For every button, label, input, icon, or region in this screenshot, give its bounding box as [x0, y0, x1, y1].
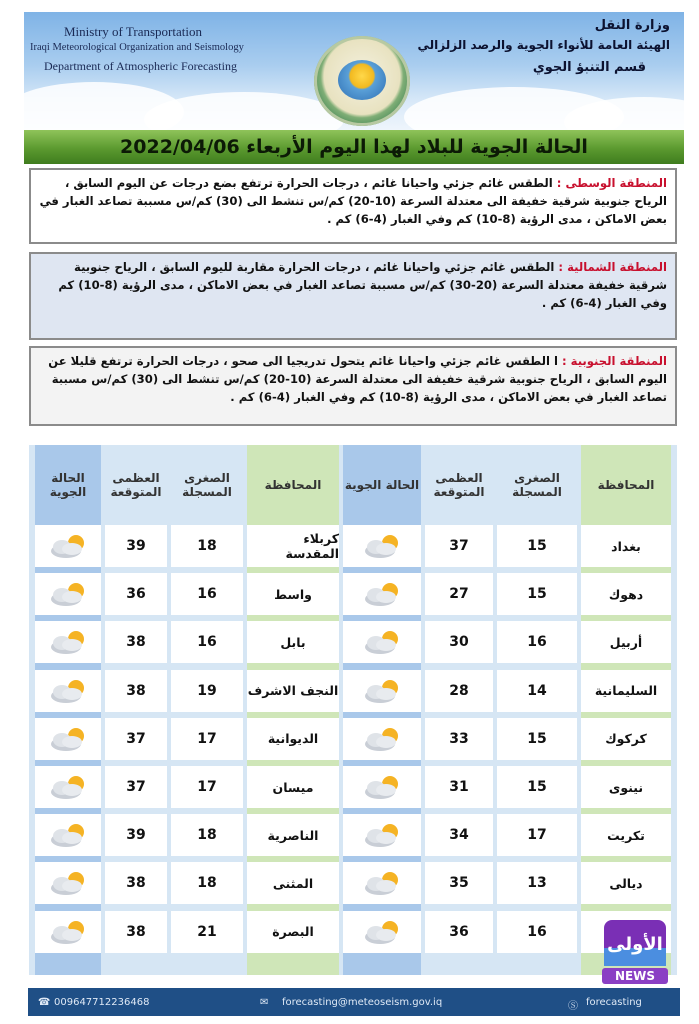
partly-cloudy-icon [46, 869, 90, 897]
header-min: الصغرى المسجلة [182, 471, 232, 499]
header-min: الصغرى المسجلة [512, 471, 562, 499]
region-central [29, 168, 677, 244]
region-name: المنطقة الجنوبية : [561, 354, 667, 368]
max-temp-cell: 38 [105, 670, 167, 712]
max-temp-cell: 39 [105, 814, 167, 856]
header-state: الحالة الجوية [344, 478, 420, 492]
max-temp-cell: 38 [105, 862, 167, 904]
province-cell: نينوى [581, 766, 671, 808]
max-temp-cell: 30 [425, 621, 493, 663]
header-max: العظمى المتوقعة [110, 471, 162, 499]
header-province: المحافظة [597, 478, 655, 492]
phone-number: 009647712236468 [54, 997, 150, 1008]
max-temp-cell: 35 [425, 862, 493, 904]
region-south [29, 346, 677, 426]
min-temp-cell: 15 [497, 573, 577, 615]
province-cell: بابل [247, 621, 339, 663]
min-temp-cell: 16 [497, 621, 577, 663]
weather-state-cell [343, 911, 421, 953]
province-cell: البصرة [247, 911, 339, 953]
weather-state-cell [343, 670, 421, 712]
max-temp-cell: 31 [425, 766, 493, 808]
partly-cloudy-icon [360, 628, 404, 656]
min-temp-cell: 17 [497, 814, 577, 856]
province-cell: المثنى [247, 862, 339, 904]
weather-state-cell [35, 525, 101, 567]
watermark-sub: NEWS [614, 969, 656, 983]
province-cell: الديوانية [247, 718, 339, 760]
region-text: ا الطقس غائم جزئي واحيانا غائم يتحول تدريجيا الى صحو ، درجات الحرارة ترتفع قليلا عن اليوم السابق ، الرياح جنوبية شرقية خفيفة الى معتدلة السرعة (10-20) كم/س تنشط الى (30) كم/س مسببة تصاعد الغبار في بعض الاماكن ، مدى الرؤية (8-10) كم وفي الغبار (4-6) كم . [48, 354, 667, 404]
min-temp-cell: 16 [171, 573, 243, 615]
contact-footer [28, 988, 680, 1016]
min-temp-cell: 17 [171, 766, 243, 808]
min-temp-cell: 19 [171, 670, 243, 712]
min-temp-cell: 14 [497, 670, 577, 712]
province-cell: تكريت [581, 814, 671, 856]
department-en: Department of Atmospheric Forecasting [44, 59, 237, 73]
province-cell: كربلاء المقدسة [247, 525, 339, 567]
max-temp-cell: 39 [105, 525, 167, 567]
min-temp-cell: 21 [171, 911, 243, 953]
weather-state-cell [343, 862, 421, 904]
header-province: المحافظة [264, 478, 322, 492]
email-address: forecasting@meteoseism.gov.iq [282, 997, 443, 1008]
province-cell: السليمانية [581, 670, 671, 712]
phone-icon: ☎ [38, 997, 51, 1008]
province-cell: الناصرية [247, 814, 339, 856]
page-title: الحالة الجوية للبلاد لهذا اليوم الأربعاء 2022/04/06 [120, 136, 588, 158]
organization-logo [314, 36, 410, 126]
news-watermark-logo [598, 918, 672, 986]
province-cell: ديالى [581, 862, 671, 904]
province-cell: دهوك [581, 573, 671, 615]
partly-cloudy-icon [360, 677, 404, 705]
min-temp-cell: 18 [171, 525, 243, 567]
partly-cloudy-icon [360, 773, 404, 801]
weather-state-cell [35, 670, 101, 712]
province-cell: النجف الاشرف [247, 670, 339, 712]
weather-state-cell [35, 862, 101, 904]
weather-state-cell [343, 814, 421, 856]
province-cell: بغداد [581, 525, 671, 567]
region-name: المنطقة الوسطى : [556, 176, 667, 190]
max-temp-cell: 27 [425, 573, 493, 615]
province-cell: كركوك [581, 718, 671, 760]
region-north [29, 252, 677, 340]
weather-state-cell [35, 911, 101, 953]
min-temp-cell: 18 [171, 814, 243, 856]
watermark-text: الأولى [607, 934, 663, 955]
weather-state-cell [343, 525, 421, 567]
region-text: الطقس غائم جزئي واحيانا غائم ، درجات الحرارة ترتفع بضع درجات عن اليوم السابق ، الرياح جنوبية شرقية خفيفة الى معتدلة السرعة (10-20) كم/س تنشط الى (30) كم/س مسببة تصاعد الغبار في بعض الاماكن ، مدى الرؤية (8-10) كم وفي الغبار (4-6) كم . [39, 176, 667, 226]
weather-state-cell [343, 718, 421, 760]
region-text: الطقس غائم جزئي واحيانا غائم ، درجات الحرارة مقاربة لليوم السابق ، الرياح جنوبية شرقية خفيفة معتدلة السرعة (20-30) كم/س مسببة تصاعد الغبار في بعض الاماكن ، مدى الرؤية (8-10) كم وفي الغبار (4-6) كم . [58, 260, 667, 310]
partly-cloudy-icon [360, 580, 404, 608]
min-temp-cell: 13 [497, 862, 577, 904]
max-temp-cell: 38 [105, 911, 167, 953]
province-cell: أربيل [581, 621, 671, 663]
temperature-table [29, 445, 677, 975]
department-ar: قسم التنبؤ الجوي [532, 60, 646, 75]
title-bar [24, 130, 684, 164]
weather-state-cell [343, 621, 421, 663]
weather-state-cell [343, 573, 421, 615]
partly-cloudy-icon [46, 580, 90, 608]
max-temp-cell: 36 [105, 573, 167, 615]
weather-state-cell [35, 718, 101, 760]
partly-cloudy-icon [46, 725, 90, 753]
weather-state-cell [35, 621, 101, 663]
partly-cloudy-icon [360, 821, 404, 849]
weather-state-cell [35, 573, 101, 615]
partly-cloudy-icon [46, 821, 90, 849]
max-temp-cell: 34 [425, 814, 493, 856]
organization-ar: الهيئة العامة للأنواء الجوية والرصد الزلزالي [417, 38, 670, 52]
min-temp-cell: 15 [497, 718, 577, 760]
max-temp-cell: 37 [105, 718, 167, 760]
region-name: المنطقة الشمالية : [558, 260, 667, 274]
min-temp-cell: 18 [171, 862, 243, 904]
min-temp-cell: 15 [497, 766, 577, 808]
header-banner [24, 12, 684, 130]
max-temp-cell: 38 [105, 621, 167, 663]
skype-icon: Ⓢ [568, 1001, 578, 1012]
header-max: العظمى المتوقعة [433, 471, 485, 499]
skype-handle: forecasting [586, 997, 642, 1008]
partly-cloudy-icon [46, 677, 90, 705]
province-cell: واسط [247, 573, 339, 615]
max-temp-cell: 37 [425, 525, 493, 567]
ministry-en: Ministry of Transportation [64, 24, 202, 39]
max-temp-cell: 28 [425, 670, 493, 712]
partly-cloudy-icon [46, 918, 90, 946]
weather-state-cell [35, 766, 101, 808]
min-temp-cell: 16 [497, 911, 577, 953]
max-temp-cell: 37 [105, 766, 167, 808]
organization-en: Iraqi Meteorological Organization and Seismology [30, 42, 244, 53]
min-temp-cell: 17 [171, 718, 243, 760]
weather-state-cell [343, 766, 421, 808]
max-temp-cell: 33 [425, 718, 493, 760]
partly-cloudy-icon [46, 628, 90, 656]
partly-cloudy-icon [46, 773, 90, 801]
min-temp-cell: 16 [171, 621, 243, 663]
partly-cloudy-icon [46, 532, 90, 560]
partly-cloudy-icon [360, 869, 404, 897]
min-temp-cell: 15 [497, 525, 577, 567]
partly-cloudy-icon [360, 532, 404, 560]
header-state: الحالة الجوية [49, 471, 87, 499]
email-icon: ✉ [260, 997, 269, 1008]
ministry-ar: وزارة النقل [594, 18, 670, 33]
max-temp-cell: 36 [425, 911, 493, 953]
province-cell: ميسان [247, 766, 339, 808]
weather-state-cell [35, 814, 101, 856]
partly-cloudy-icon [360, 918, 404, 946]
partly-cloudy-icon [360, 725, 404, 753]
